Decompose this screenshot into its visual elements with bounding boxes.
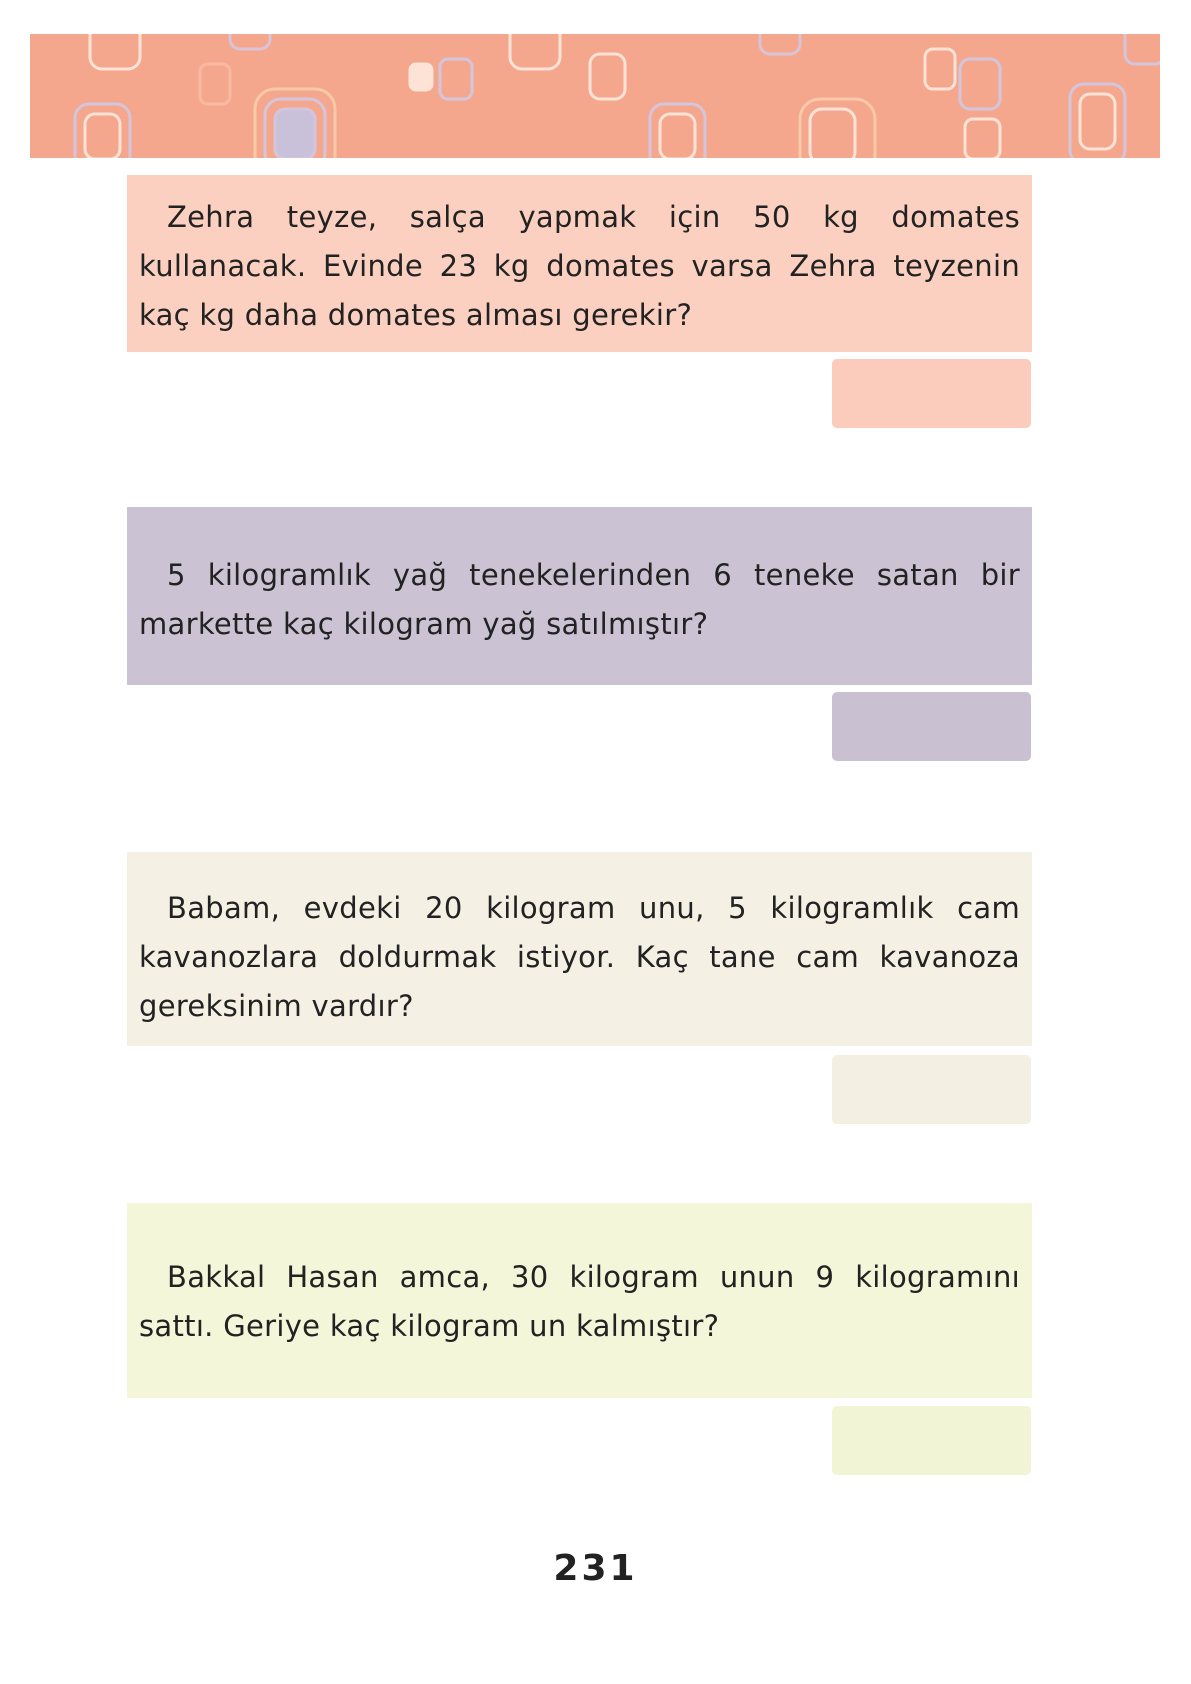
word-problem-1 <box>127 175 1032 352</box>
page-number: 231 <box>553 1548 638 1589</box>
answer-box-1[interactable] <box>832 359 1031 428</box>
problem-text: 5 kilogramlık yağ tenekelerinden 6 teneke satan bir markette kaç kilogram yağ satılmıştır? <box>139 558 1020 641</box>
problem-text: Bakkal Hasan amca, 30 kilogram unun 9 kilogramını sattı. Geriye kaç kilogram un kalmıştır? <box>139 1260 1020 1343</box>
answer-box-3[interactable] <box>832 1055 1031 1124</box>
answer-box-4[interactable] <box>832 1406 1031 1475</box>
decorative-header-banner <box>30 34 1160 158</box>
word-problem-3 <box>127 852 1032 1046</box>
answer-box-2[interactable] <box>832 692 1031 761</box>
word-problem-4 <box>127 1203 1032 1398</box>
problem-text: Babam, evdeki 20 kilogram unu, 5 kilogramlık cam kavanozlara doldurmak istiyor. Kaç tane cam kavanoza gereksinim vardır? <box>139 891 1020 1023</box>
problem-text: Zehra teyze, salça yapmak için 50 kg domates kullanacak. Evinde 23 kg domates varsa Zehra teyzenin kaç kg daha domates alması gerekir? <box>139 200 1020 332</box>
word-problem-2 <box>127 507 1032 685</box>
